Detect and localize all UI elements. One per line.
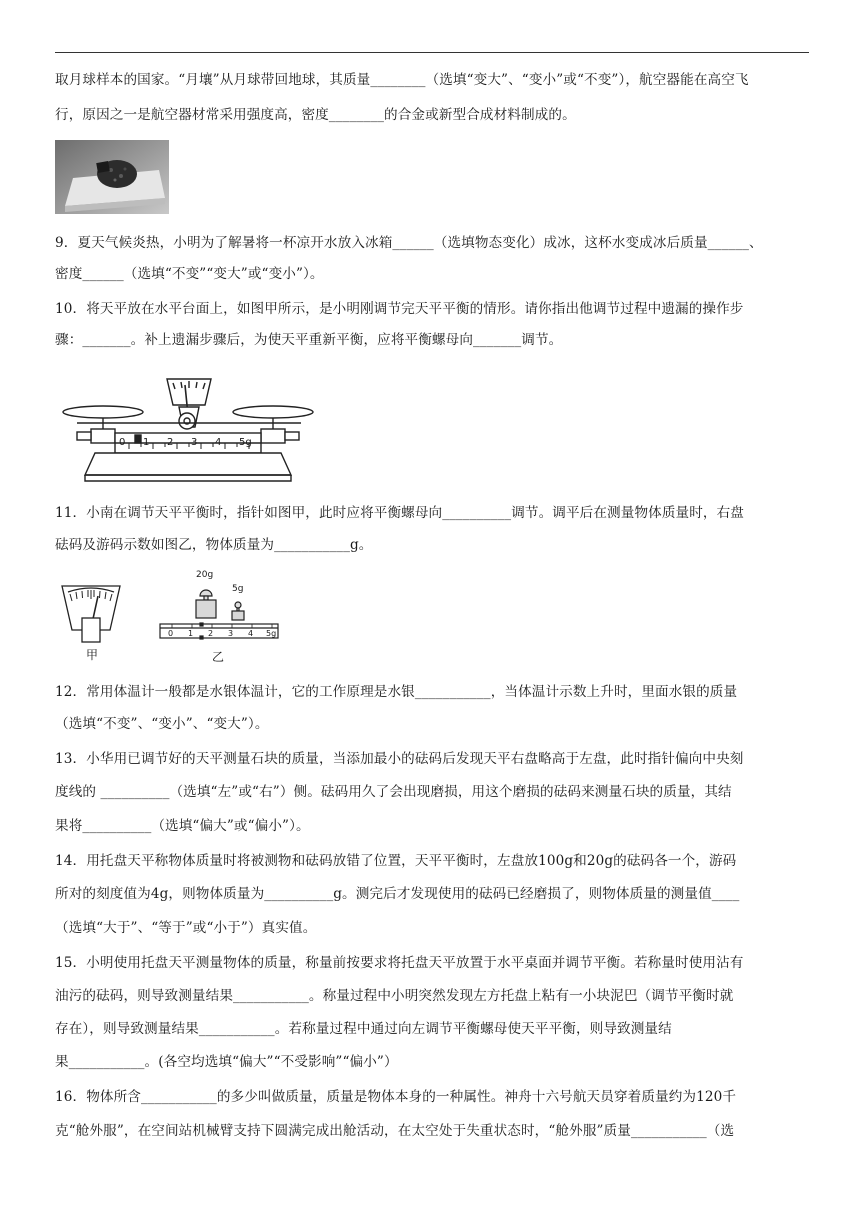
text-line: 克“舱外服”，在空间站机械臂支持下圆满完成出舱活动，在太空处于失重状态时，“舱外服”质量___________（选 (55, 1123, 735, 1139)
text-line: 所对的刻度值为4g，则物体质量为__________g。测完后才发现使用的砝码已经磨损了，则物体质量的测量值____ (55, 886, 740, 902)
text-line: 密度______（选填“不变”“变大”或“变小”）。 (55, 266, 324, 282)
text-line: 度线的 __________（选填“左”或“右”）侧。砝码用久了会出现磨损，用这个磨损的砝码来测量石块的质量，其结 (55, 784, 732, 800)
scale-label: 4 (248, 629, 254, 638)
caption-jia: 甲 (86, 648, 99, 662)
text-line: 油污的砝码，则导致测量结果___________。称量过程中小明突然发现左方托盘上粘有一小块泥巴（调节平衡时就 (55, 988, 734, 1004)
caption-yi: 乙 (212, 650, 225, 664)
text-line: （选填“不变”、“变小”、“变大”）。 (55, 716, 269, 732)
scale-label: 2 (167, 437, 174, 448)
balance-scale-figure (55, 365, 315, 490)
text-line: 果将__________（选填“偏大”或“偏小”）。 (55, 818, 310, 834)
text-line: 16．物体所含___________的多少叫做质量，质量是物体本身的一种属性。神舟十六号航天员穿着质量约为120千 (55, 1089, 737, 1105)
scale-label: 5g (266, 629, 277, 638)
text-line: 取月球样本的国家。“月壤”从月球带回地球，其质量________（选填“变大”、“变小”或“不变”），航空器能在高空飞 (55, 72, 749, 88)
scale-label: 5g (239, 437, 252, 448)
text-line: 砝码及游码示数如图乙，物体质量为___________g。 (55, 537, 373, 553)
text-line: 果___________。(各空均选填“偏大”“不受影响”“偏小”） (55, 1054, 398, 1070)
scale-label: 3 (191, 437, 198, 448)
text-line: 15．小明使用托盘天平测量物体的质量，称量前按要求将托盘天平放置于水平桌面并调节平衡。若称量时使用沾有 (55, 955, 744, 971)
text-line: 12．常用体温计一般都是水银体温计，它的工作原理是水银___________，当体温计示数上升时，里面水银的质量 (55, 684, 738, 700)
text-line: 14．用托盘天平称物体质量时将被测物和砝码放错了位置，天平平衡时，左盘放100g和20g的砝码各一个，游码 (55, 853, 737, 869)
scale-label: 4 (215, 437, 222, 448)
text-line: 存在），则导致测量结果___________。若称量过程中通过向左调节平衡螺母使天平平衡，则导致测量结 (55, 1021, 672, 1037)
text-line: 11．小南在调节天平平衡时，指针如图甲，此时应将平衡螺母向__________调节。调平后在测量物体质量时，右盘 (55, 505, 744, 521)
scale-label: 1 (143, 437, 150, 448)
header-rule (55, 52, 809, 53)
pointer-dial-figure (60, 582, 122, 662)
weights-scale-figure (158, 570, 282, 666)
weight-5g-label: 5g (232, 584, 244, 594)
scale-label: 0 (119, 437, 126, 448)
text-line: 10．将天平放在水平台面上，如图甲所示，是小明刚调节完天平平衡的情形。请你指出他调节过程中遗漏的操作步 (55, 301, 744, 317)
weight-20g-label: 20g (196, 570, 214, 580)
text-line: 13．小华用已调节好的天平测量石块的质量，当添加最小的砝码后发现天平右盘略高于左盘，此时指针偏向中央刻 (55, 751, 744, 767)
text-line: （选填“大于”、“等于”或“小于”）真实值。 (55, 920, 317, 936)
scale-label: 1 (188, 629, 194, 638)
text-line: 行，原因之一是航空器材常采用强度高，密度________的合金或新型合成材料制成的。 (55, 107, 576, 123)
text-line: 骤：_______。补上遗漏步骤后，为使天平重新平衡，应将平衡螺母向_______调节。 (55, 332, 563, 348)
scale-label: 2 (208, 629, 214, 638)
moon-soil-photo (55, 140, 169, 214)
text-line: 9．夏天气候炎热，小明为了解暑将一杯凉开水放入冰箱______（选填物态变化）成冰，这杯水变成冰后质量______、 (55, 235, 763, 251)
scale-label: 0 (168, 629, 174, 638)
scale-label: 3 (228, 629, 234, 638)
